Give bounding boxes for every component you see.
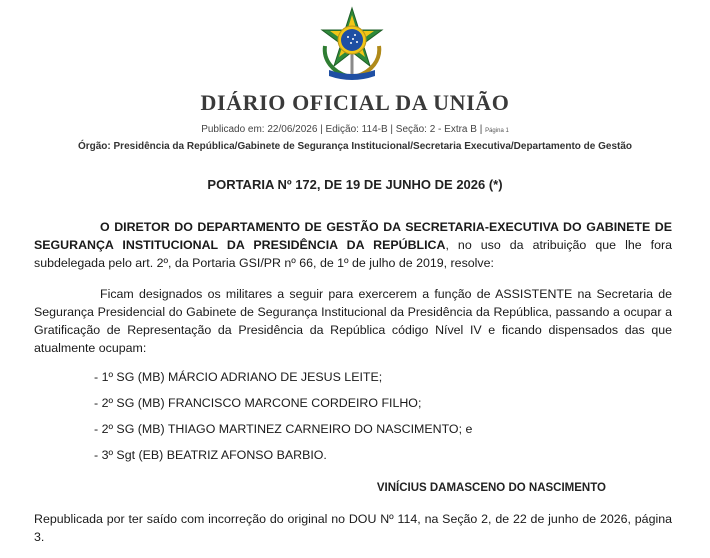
republication-note: Republicada por ter saído com incorreção do original no DOU Nº 114, na Seção 2, de 22 de junho de 2026, página 3.	[34, 512, 672, 544]
list-item: - 1º SG (MB) MÁRCIO ADRIANO DE JESUS LEITE;	[94, 370, 383, 384]
list-item: - 2º SG (MB) FRANCISCO MARCONE CORDEIRO FILHO;	[94, 396, 422, 410]
portaria-title: PORTARIA Nº 172, DE 19 DE JUNHO DE 2026 (*)	[207, 177, 503, 192]
intro-authority: O DIRETOR DO DEPARTAMENTO DE GESTÃO DA SECRETARIA-EXECUTIVA DO GABINETE DE SEGURANÇA INSTITUCIONAL DA PRESIDÊNCIA DA REPÚBLICA	[34, 220, 672, 252]
publication-info	[0, 124, 710, 135]
intro-text: , no uso da atribuição que lhe fora subdelegada pelo art. 2º, da Portaria GSI/PR nº 66, de 1º de julho de 2019, resolve:	[34, 238, 672, 270]
masthead-title: DIÁRIO OFICIAL DA UNIÃO	[200, 90, 510, 115]
list-item: - 3º Sgt (EB) BEATRIZ AFONSO BARBIO.	[94, 448, 327, 462]
intro-paragraph	[34, 218, 672, 272]
publication-details: Publicado em: 22/06/2026 | Edição: 114-B | Seção: 2 - Extra B |	[201, 124, 486, 135]
designation-list	[94, 368, 472, 472]
list-item: - 2º SG (MB) THIAGO MARTINEZ CARNEIRO DO NASCIMENTO; e	[94, 422, 473, 436]
signature-name: VINÍCIUS DAMASCENO DO NASCIMENTO	[376, 482, 606, 494]
brazil-coat-of-arms-icon	[315, 6, 389, 82]
designation-paragraph: Ficam designados os militares a seguir para exercerem a função de ASSISTENTE na Secretaria de Segurança Presidencial do Gabinete de Segurança Institucional da Presidência da República, passando a ocupar a Gratificação de Representação da Presidência da República código Nível IV e ficando dispensados das que atualmente ocupam:	[34, 287, 672, 355]
orgao-line: Órgão: Presidência da República/Gabinete de Segurança Institucional/Secretaria Executiva/Departamento de Gestão	[77, 141, 633, 152]
page-label: Página 1	[485, 128, 509, 134]
